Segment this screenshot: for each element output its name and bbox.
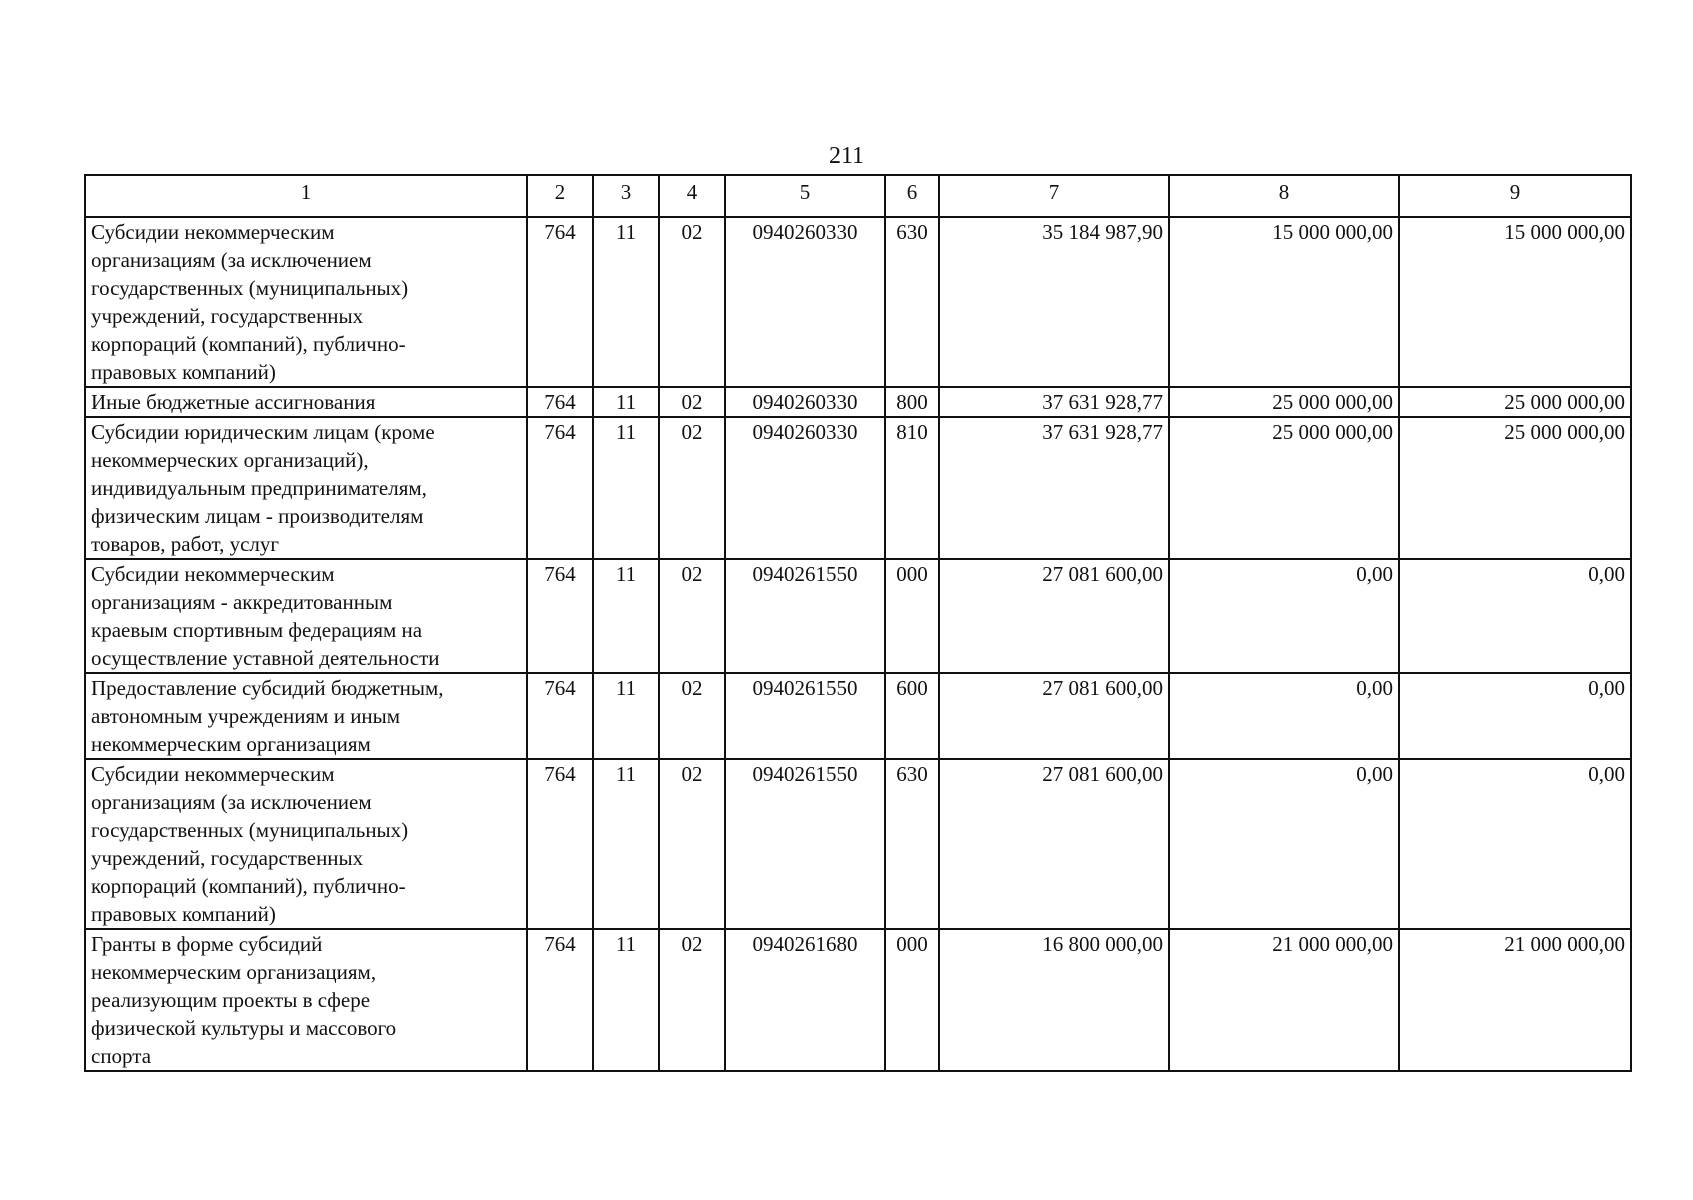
section-code: 11 [593, 217, 659, 387]
target-article-code: 0940261550 [725, 559, 885, 673]
budget-table [84, 174, 1632, 1072]
column-header-3: 3 [593, 175, 659, 217]
amount-col-9: 0,00 [1399, 559, 1631, 673]
page-number: 211 [828, 143, 865, 169]
expense-type-code: 810 [885, 417, 939, 559]
column-header-6: 6 [885, 175, 939, 217]
subsection-code: 02 [659, 673, 725, 759]
amount-col-9: 21 000 000,00 [1399, 929, 1631, 1071]
amount-col-8: 21 000 000,00 [1169, 929, 1399, 1071]
amount-col-8: 25 000 000,00 [1169, 417, 1399, 559]
table-row [85, 673, 1631, 759]
subsection-code: 02 [659, 929, 725, 1071]
target-article-code: 0940260330 [725, 417, 885, 559]
amount-col-8: 0,00 [1169, 559, 1399, 673]
amount-col-9: 0,00 [1399, 759, 1631, 929]
amount-col-8: 0,00 [1169, 673, 1399, 759]
section-code: 11 [593, 559, 659, 673]
row-description: Предоставление субсидий бюджетным, автономным учреждениям и иным некоммерческим организациям [85, 673, 527, 759]
amount-col-7: 37 631 928,77 [939, 387, 1169, 417]
admin-code: 764 [527, 387, 593, 417]
section-code: 11 [593, 673, 659, 759]
amount-col-8: 0,00 [1169, 759, 1399, 929]
target-article-code: 0940261550 [725, 759, 885, 929]
amount-col-7: 37 631 928,77 [939, 417, 1169, 559]
row-description: Гранты в форме субсидий некоммерческим организациям, реализующим проекты в сфере физической культуры и массового спорта [85, 929, 527, 1071]
row-description: Субсидии некоммерческим организациям (за исключением государственных (муниципальных) учреждений, государственных корпораций (компаний), публично- правовых компаний) [85, 217, 527, 387]
expense-type-code: 630 [885, 217, 939, 387]
amount-col-7: 27 081 600,00 [939, 673, 1169, 759]
expense-type-code: 600 [885, 673, 939, 759]
target-article-code: 0940261680 [725, 929, 885, 1071]
expense-type-code: 800 [885, 387, 939, 417]
target-article-code: 0940260330 [725, 217, 885, 387]
section-code: 11 [593, 759, 659, 929]
table-row [85, 929, 1631, 1071]
subsection-code: 02 [659, 559, 725, 673]
amount-col-9: 25 000 000,00 [1399, 387, 1631, 417]
admin-code: 764 [527, 417, 593, 559]
column-header-5: 5 [725, 175, 885, 217]
amount-col-7: 16 800 000,00 [939, 929, 1169, 1071]
row-description: Субсидии юридическим лицам (кроме некоммерческих организаций), индивидуальным предпринимателям, физическим лицам - производителям товаров, работ, услуг [85, 417, 527, 559]
column-header-8: 8 [1169, 175, 1399, 217]
section-code: 11 [593, 417, 659, 559]
amount-col-7: 27 081 600,00 [939, 759, 1169, 929]
header-row [85, 175, 1631, 217]
amount-col-9: 25 000 000,00 [1399, 417, 1631, 559]
expense-type-code: 000 [885, 559, 939, 673]
admin-code: 764 [527, 759, 593, 929]
table-row [85, 387, 1631, 417]
subsection-code: 02 [659, 387, 725, 417]
row-description: Иные бюджетные ассигнования [85, 387, 527, 417]
table-row [85, 417, 1631, 559]
amount-col-8: 25 000 000,00 [1169, 387, 1399, 417]
expense-type-code: 630 [885, 759, 939, 929]
amount-col-9: 15 000 000,00 [1399, 217, 1631, 387]
section-code: 11 [593, 929, 659, 1071]
expense-type-code: 000 [885, 929, 939, 1071]
admin-code: 764 [527, 217, 593, 387]
row-description: Субсидии некоммерческим организациям - аккредитованным краевым спортивным федерациям на осуществление уставной деятельности [85, 559, 527, 673]
amount-col-7: 35 184 987,90 [939, 217, 1169, 387]
section-code: 11 [593, 387, 659, 417]
subsection-code: 02 [659, 759, 725, 929]
amount-col-7: 27 081 600,00 [939, 559, 1169, 673]
amount-col-9: 0,00 [1399, 673, 1631, 759]
column-header-7: 7 [939, 175, 1169, 217]
amount-col-8: 15 000 000,00 [1169, 217, 1399, 387]
column-header-4: 4 [659, 175, 725, 217]
row-description: Субсидии некоммерческим организациям (за исключением государственных (муниципальных) учреждений, государственных корпораций (компаний), публично- правовых компаний) [85, 759, 527, 929]
admin-code: 764 [527, 929, 593, 1071]
column-header-1: 1 [85, 175, 527, 217]
table-row [85, 559, 1631, 673]
column-header-9: 9 [1399, 175, 1631, 217]
target-article-code: 0940260330 [725, 387, 885, 417]
admin-code: 764 [527, 673, 593, 759]
subsection-code: 02 [659, 417, 725, 559]
column-header-2: 2 [527, 175, 593, 217]
table-row [85, 217, 1631, 387]
subsection-code: 02 [659, 217, 725, 387]
target-article-code: 0940261550 [725, 673, 885, 759]
table-row [85, 759, 1631, 929]
admin-code: 764 [527, 559, 593, 673]
